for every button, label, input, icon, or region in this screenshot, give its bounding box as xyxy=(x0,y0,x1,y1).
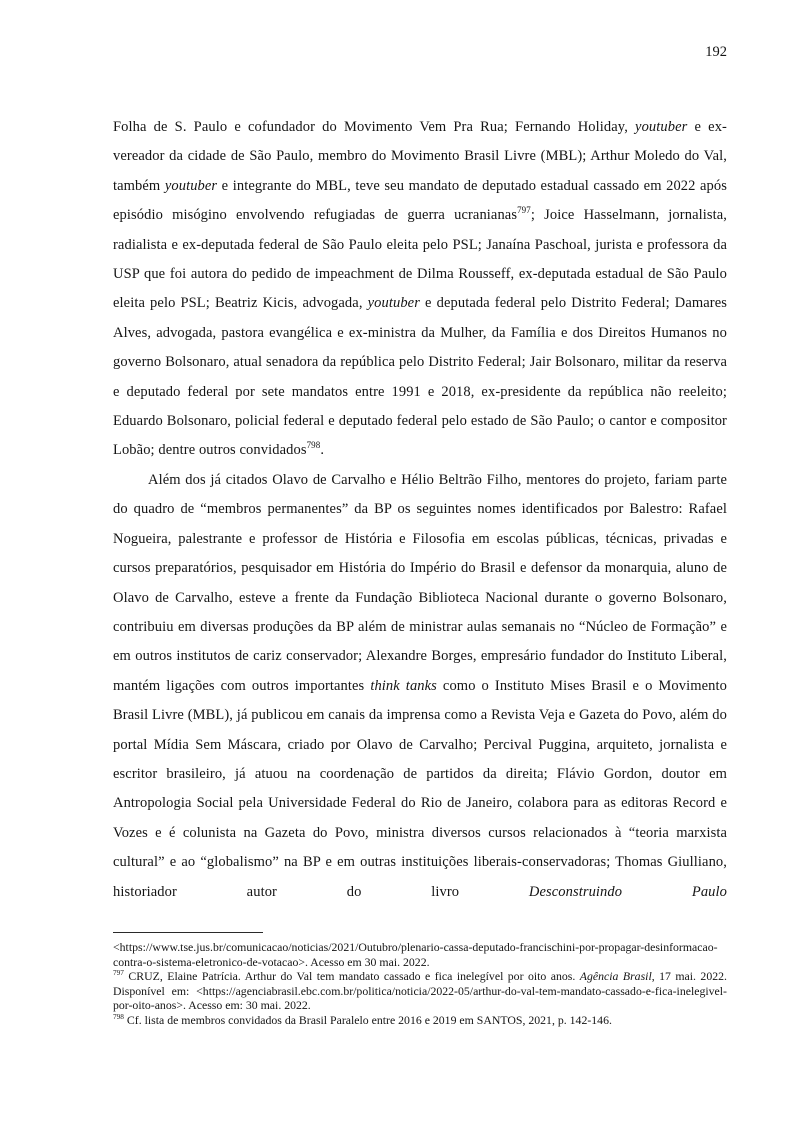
footnote-marker: 797 xyxy=(113,968,124,978)
text-run: <https://www.tse.jus.br/comunicacao/noticias/2021/Outubro/plenario-cassa-deputado-francischini-por-propagar-desinformacao-contra-o-sistema-eletronico-de-votacao>. Acesso em 30 mai. 2022. xyxy=(113,939,718,969)
text-run: e integrante do MBL, teve seu mandato de deputado estadual cassado em 2022 após episódio misógino envolvendo refugiadas de guerra ucranianas xyxy=(113,177,727,224)
text-run: . xyxy=(320,442,325,459)
footnote xyxy=(113,969,727,1013)
body-text xyxy=(113,113,727,907)
text-run: CRUZ, Elaine Patrícia. Arthur do Val tem mandato cassado e fica inelegível por oito anos. xyxy=(123,969,580,984)
italic-text-run: youtuber xyxy=(164,177,218,194)
footnote-ref: 797 xyxy=(517,205,531,216)
italic-text-run: Agência Brasil xyxy=(579,969,652,984)
footnote-ref: 798 xyxy=(306,440,321,451)
footnotes xyxy=(113,940,727,1028)
text-run: ; Joice Hasselmann, jornalista, radialista e ex-deputada federal de São Paulo eleita pelo PSL; Janaína Paschoal, jurista e professora da USP que foi autora do pedido de impeachment de Dilma Rousseff, ex-deputada estadual de São Paulo eleita pelo PSL; Beatriz Kicis, advogada, xyxy=(113,207,727,312)
italic-text-run: Desconstruindo Paulo xyxy=(528,883,728,900)
footnote xyxy=(113,1013,727,1028)
text-run: Folha de S. Paulo e cofundador do Movimento Vem Pra Rua; Fernando Holiday, xyxy=(113,119,636,135)
italic-text-run: think tanks xyxy=(370,677,437,694)
text-run: Além dos já citados Olavo de Carvalho e Hélio Beltrão Filho, mentores do projeto, fariam parte do quadro de “membros permanentes” da BP os seguintes nomes identificados por Balestro: Rafael Nogueira, palestrante e professor de História e Filosofia em escolas públicas, técnicas, privadas e cursos preparatórios, pesquisador em História do Império do Brasil e defensor da monarquia, aluno de Olavo de Carvalho, esteve a frente da Fundação Biblioteca Nacional durante o governo Bolsonaro, contribuiu em diversas produções da BP além de ministrar aulas semanais no “Núcleo de Formação” e em outros institutos de cariz conservador; Alexandre Borges, empresário fundador do Instituto Liberal, mantém ligações com outros importantes xyxy=(113,471,727,694)
footnote-separator xyxy=(113,932,263,933)
footnote-marker: 798 xyxy=(113,1012,124,1022)
text-run: e ex-vereador da cidade de São Paulo, membro do Movimento Brasil Livre (MBL); Arthur Moledo do Val, também xyxy=(113,119,727,194)
text-run: como o Instituto Mises Brasil e o Movimento Brasil Livre (MBL), já publicou em canais da imprensa como a Revista Veja e Gazeta do Povo, além do portal Mídia Sem Máscara, criado por Olavo de Carvalho; Percival Puggina, arquiteto, jornalista e escritor brasileiro, já atuou na coordenação de partidos da direita; Flávio Gordon, doutor em Antropologia Social pela Universidade Federal do Rio de Janeiro, colabora para as editoras Record e Vozes e é colunista na Gazeta do Povo, ministra diversos cursos relacionados à “teoria marxista cultural” e ao “globalismo” na BP e em outras instituições liberais-conservadoras; Thomas Giulliano, historiador autor do livro xyxy=(113,677,727,900)
footnote xyxy=(113,940,727,969)
text-run: e deputada federal pelo Distrito Federal; Damares Alves, advogada, pastora evangélica e ex-ministra da Mulher, da Família e dos Direitos Humanos no governo Bolsonaro, atual senadora da república pelo Distrito Federal; Jair Bolsonaro, militar da reserva e deputado federal por sete mandatos entre 1991 e 2018, ex-presidente da república não reeleito; Eduardo Bolsonaro, policial federal e deputado federal pelo estado de São Paulo; o cantor e compositor Lobão; dentre outros convidados xyxy=(113,295,727,459)
page-number: 192 xyxy=(705,44,727,60)
italic-text-run: youtuber xyxy=(635,119,688,135)
text-run: Cf. lista de membros convidados da Brasil Paralelo entre 2016 e 2019 em SANTOS, 2021, p. 142-146. xyxy=(123,1012,612,1027)
text-run: , 17 mai. 2022. Disponível em: <https://agenciabrasil.ebc.com.br/politica/noticia/2022-05/arthur-do-val-tem-mandato-cassado-e-fica-inelegivel-por-oito-anos>. Acesso em: 30 mai. 2022. xyxy=(113,969,727,1013)
italic-text-run: youtuber xyxy=(367,295,420,312)
paragraph xyxy=(113,466,727,907)
paragraph xyxy=(113,113,727,466)
